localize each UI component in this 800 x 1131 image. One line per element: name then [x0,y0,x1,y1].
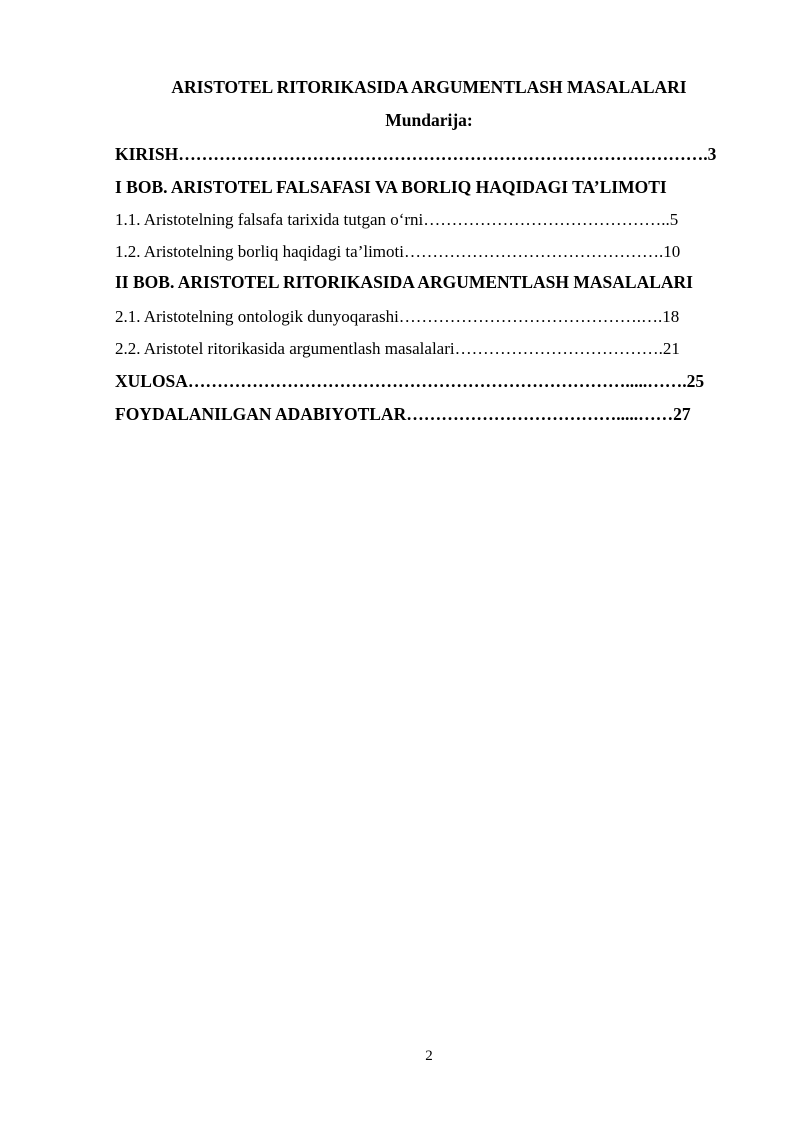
page-number: 2 [425,1048,433,1064]
toc-entry-1-2: 1.2. Aristotelning borliq haqidagi ta’limoti……………………………………….10 [115,242,681,261]
toc-chapter-2-heading: II BOB. ARISTOTEL RITORIKASIDA ARGUMENTLASH MASALALARI [115,272,693,292]
toc-entry-1-1: 1.1. Aristotelning falsafa tarixida tutgan o‘rni……………………………………..5 [115,210,679,229]
toc-entry-conclusion: XULOSA………………………………………………………………….....…….25 [115,371,705,391]
toc-entry-2-2: 2.2. Aristotel ritorikasida argumentlash masalalari……………………………….21 [115,339,680,358]
toc-chapter-1-heading: I BOB. ARISTOTEL FALSAFASI VA BORLIQ HAQIDAGI TA’LIMOTI [115,177,667,197]
toc-entry-references: FOYDALANILGAN ADABIYOTLAR……………………………….....……27 [115,404,691,424]
contents-heading: Mundarija: [385,110,473,130]
toc-entry-2-1: 2.1. Aristotelning ontologik dunyoqarashi…………………………………….….18 [115,307,680,326]
toc-entry-introduction: KIRISH……………………………………………………………………………….3 [115,144,717,164]
document-title: ARISTOTEL RITORIKASIDA ARGUMENTLASH MASALALARI [171,77,687,97]
